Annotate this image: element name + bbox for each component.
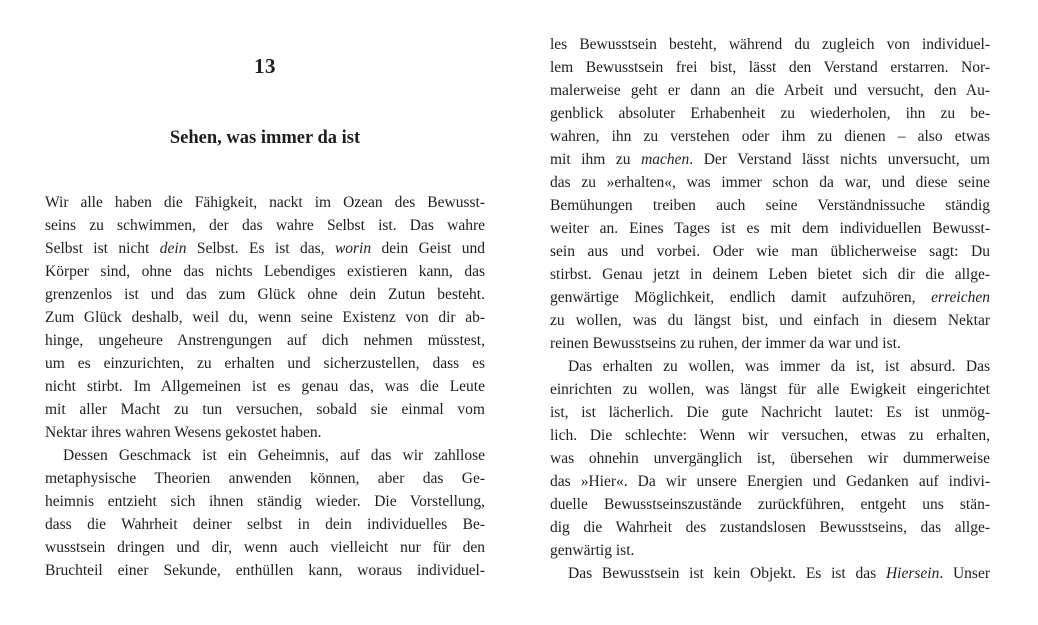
text-line — [45, 375, 485, 398]
text-run: ist, ist lächerlich. Die gute Nachricht lautet: Es ist unmög- — [550, 404, 990, 421]
right-page — [550, 0, 990, 625]
text-line — [550, 33, 990, 56]
text-run: grenzenlos ist und das zum Glück ohne dein Zutun besteht. — [45, 286, 485, 303]
text-line — [550, 516, 990, 539]
text-run: hinge, ungeheure Anstrengungen auf dich nehmen müsstest, — [45, 332, 485, 349]
text-run: malerweise geht er dann an die Arbeit und versucht, den Au- — [550, 82, 990, 99]
text-run: um es einzurichten, zu erhalten und sicherzustellen, dass es — [45, 355, 485, 372]
text-line — [550, 171, 990, 194]
italic-text-run: Hiersein — [885, 565, 940, 582]
text-line — [550, 562, 990, 585]
text-line — [45, 306, 485, 329]
text-run: Nektar ihres wahren Wesens gekostet haben. — [45, 424, 322, 441]
text-run: das zu »erhalten«, was immer schon da war, und diese seine — [550, 174, 990, 191]
text-run: Bemühungen treiben auch seine Verständnissuche ständig — [550, 197, 990, 214]
text-line — [45, 513, 485, 536]
text-line — [45, 283, 485, 306]
text-run: duelle Bewusstseinszustände zurückführen, entgeht uns stän- — [550, 496, 990, 513]
text-run: Das erhalten zu wollen, was immer da ist, ist absurd. Das — [568, 358, 990, 375]
italic-text-run: machen — [641, 151, 690, 168]
text-line — [45, 260, 485, 283]
text-line — [550, 355, 990, 378]
text-run: weiter an. Eines Tages ist es mit dem individuellen Bewusst- — [550, 220, 990, 237]
text-line — [45, 467, 485, 490]
text-run: was ohnehin unvergänglich ist, übersehen wir dummerweise — [550, 450, 990, 467]
text-run: stirbst. Genau jetzt in deinem Leben bietet sich dir die allge- — [550, 266, 990, 283]
text-line — [550, 240, 990, 263]
text-run: Zum Glück deshalb, weil du, wenn seine Existenz von dir ab- — [45, 309, 485, 326]
text-run: genwärtige Möglichkeit, endlich damit aufzuhören, — [550, 289, 932, 306]
text-line — [45, 398, 485, 421]
text-run: lich. Die schlechte: Wenn wir versuchen, etwas zu erhalten, — [550, 427, 990, 444]
text-line — [550, 378, 990, 401]
text-line — [45, 444, 485, 467]
text-run: dig die Wahrheit des zustandslosen Bewusstseins, das allge- — [550, 519, 990, 536]
text-run: Bruchteil einer Sekunde, enthüllen kann, woraus individuel- — [45, 562, 485, 579]
text-run: mit aller Macht zu tun versuchen, sobald sie einmal vom — [45, 401, 485, 418]
text-run: Körper sind, ohne das nichts Lebendiges existieren kann, das — [45, 263, 485, 280]
text-line — [45, 237, 485, 260]
text-line — [550, 447, 990, 470]
text-run: . Der Verstand lässt nichts unversucht, um — [689, 151, 990, 168]
text-line — [550, 217, 990, 240]
text-run: metaphysische Theorien anwenden können, aber das Ge- — [45, 470, 485, 487]
text-line — [550, 332, 990, 355]
text-line — [550, 424, 990, 447]
text-line — [550, 286, 990, 309]
text-line — [45, 329, 485, 352]
text-line — [45, 559, 485, 582]
text-run: les Bewusstsein besteht, während du zugleich von individuel- — [550, 36, 990, 53]
left-page — [45, 0, 485, 625]
chapter-title: Sehen, was immer da ist — [169, 128, 361, 148]
italic-text-run: worin — [334, 240, 372, 257]
text-line — [550, 79, 990, 102]
text-run: lem Bewusstsein frei bist, lässt den Verstand erstarren. Nor- — [550, 59, 990, 76]
text-run: nicht stirbt. Im Allgemeinen ist es genau das, was die Leute — [45, 378, 485, 395]
text-line — [550, 56, 990, 79]
text-line — [45, 536, 485, 559]
text-run: Wir alle haben die Fähigkeit, nackt im Ozean des Bewusst- — [45, 194, 485, 211]
text-run: sein aus und vorbei. Oder wie man üblicherweise sagt: Du — [550, 243, 990, 260]
text-run: genwärtig ist. — [550, 542, 635, 559]
text-line — [550, 194, 990, 217]
right-page-body-text — [550, 33, 990, 585]
text-run: zu wollen, was du längst bist, und einfach in diesem Nektar — [550, 312, 990, 329]
italic-text-run: dein — [159, 240, 187, 257]
text-run: . Unser — [939, 565, 990, 582]
text-run: Selbst ist nicht — [45, 240, 160, 257]
text-line — [550, 125, 990, 148]
text-line — [550, 539, 990, 562]
text-run: das »Hier«. Da wir unsere Energien und Gedanken auf indivi- — [550, 473, 990, 490]
text-line — [550, 148, 990, 171]
text-run: dass die Wahrheit deiner selbst in dein individuelles Be- — [45, 516, 485, 533]
text-line — [550, 401, 990, 424]
text-run: mit ihm zu — [550, 151, 642, 168]
text-run: seins zu schwimmen, der das wahre Selbst ist. Das wahre — [45, 217, 485, 234]
text-run: Das Bewusstsein ist kein Objekt. Es ist das — [568, 565, 886, 582]
text-run: Selbst. Es ist das, — [186, 240, 335, 257]
text-line — [550, 470, 990, 493]
text-line — [45, 352, 485, 375]
text-line — [550, 102, 990, 125]
text-run: dein Geist und — [371, 240, 485, 257]
text-run: wusstsein dringen und dir, wenn auch vielleicht nur für den — [45, 539, 485, 556]
text-line — [45, 214, 485, 237]
text-run: einrichten zu wollen, was längst für alle Ewigkeit eingerichtet — [550, 381, 990, 398]
text-run: reinen Bewusstseins zu ruhen, der immer da war und ist. — [550, 335, 901, 352]
text-run: Dessen Geschmack ist ein Geheimnis, auf das wir zahllose — [63, 447, 485, 464]
text-line — [550, 309, 990, 332]
italic-text-run: erreichen — [931, 289, 990, 306]
text-run: heimnis entzieht sich ihnen ständig wieder. Die Vorstellung, — [45, 493, 485, 510]
text-line — [45, 490, 485, 513]
text-run: genblick absoluter Erhabenheit zu wiederholen, ihn zu be- — [550, 105, 990, 122]
chapter-number: 13 — [254, 54, 276, 78]
text-line — [45, 191, 485, 214]
left-page-body-text — [45, 191, 485, 582]
text-line — [550, 263, 990, 286]
text-line — [550, 493, 990, 516]
text-run: wahren, ihn zu verstehen oder ihm zu dienen – also etwas — [550, 128, 990, 145]
text-line — [45, 421, 485, 444]
